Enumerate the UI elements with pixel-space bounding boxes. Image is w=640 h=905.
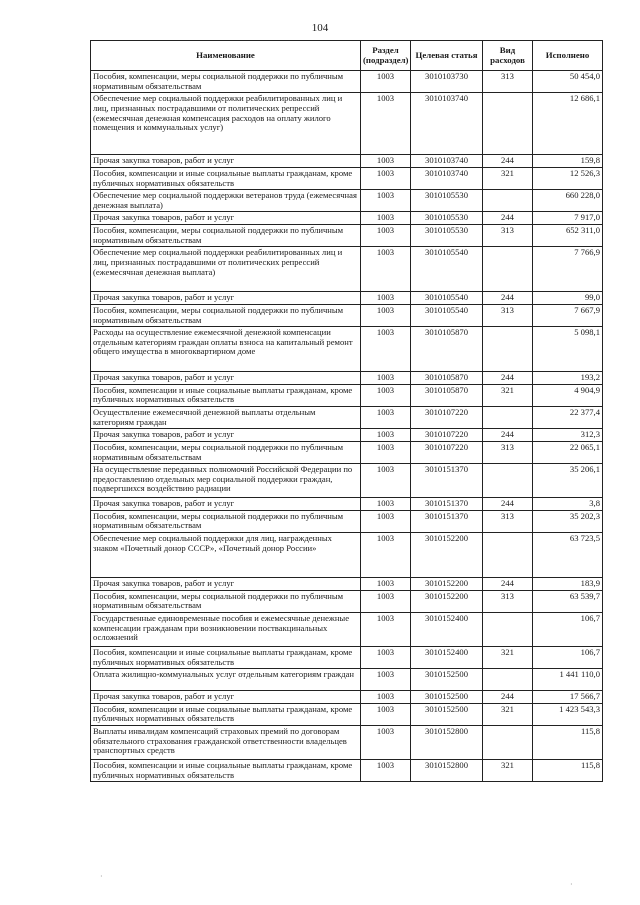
table-row <box>91 498 603 511</box>
cell-name: Пособия, компенсации, меры социальной поддержки по публичным нормативным обязательствам <box>91 590 361 612</box>
cell-name: Расходы на осуществление ежемесячной денежной компенсации отдельным категориям граждан оплаты взноса на капитальный ремонт общего имущества в многоквартирном доме <box>91 327 361 372</box>
cell-expense-type: 313 <box>483 304 533 326</box>
cell-name: Прочая закупка товаров, работ и услуг <box>91 155 361 168</box>
cell-executed: 115,8 <box>533 760 603 782</box>
header-name: Наименование <box>91 41 361 71</box>
header-executed: Исполнено <box>533 41 603 71</box>
cell-executed: 106,7 <box>533 612 603 646</box>
cell-name: Пособия, компенсации и иные социальные выплаты гражданам, кроме публичных нормативных обязательств <box>91 384 361 406</box>
cell-expense-type <box>483 669 533 691</box>
cell-executed: 312,3 <box>533 429 603 442</box>
cell-executed: 35 202,3 <box>533 510 603 532</box>
cell-section: 1003 <box>361 760 411 782</box>
cell-article: 3010105540 <box>411 304 483 326</box>
table-row <box>91 612 603 646</box>
cell-article: 3010151370 <box>411 510 483 532</box>
table-row <box>91 464 603 498</box>
cell-name: Государственные единовременные пособия и ежемесячные денежные компенсации гражданам при возникновении поствакцинальных осложнений <box>91 612 361 646</box>
cell-article: 3010152400 <box>411 646 483 668</box>
cell-executed: 63 723,5 <box>533 533 603 578</box>
cell-executed: 1 441 110,0 <box>533 669 603 691</box>
cell-name: Пособия, компенсации и иные социальные выплаты гражданам, кроме публичных нормативных обязательств <box>91 646 361 668</box>
cell-name: Оплата жилищно-коммунальных услуг отдельным категориям граждан <box>91 669 361 691</box>
cell-expense-type: 313 <box>483 225 533 247</box>
cell-expense-type <box>483 464 533 498</box>
cell-executed: 159,8 <box>533 155 603 168</box>
header-article: Целевая статья <box>411 41 483 71</box>
table-row <box>91 646 603 668</box>
cell-name: Прочая закупка товаров, работ и услуг <box>91 498 361 511</box>
cell-expense-type <box>483 247 533 292</box>
cell-name: Пособия, компенсации и иные социальные выплаты гражданам, кроме публичных нормативных обязательств <box>91 703 361 725</box>
cell-article: 3010151370 <box>411 498 483 511</box>
cell-name: Прочая закупка товаров, работ и услуг <box>91 691 361 704</box>
cell-name: Прочая закупка товаров, работ и услуг <box>91 429 361 442</box>
table-row <box>91 71 603 93</box>
cell-expense-type: 244 <box>483 212 533 225</box>
cell-name: Пособия, компенсации, меры социальной поддержки по публичным нормативным обязательствам <box>91 71 361 93</box>
cell-name: Пособия, компенсации и иные социальные выплаты гражданам, кроме публичных нормативных обязательств <box>91 760 361 782</box>
cell-section: 1003 <box>361 212 411 225</box>
cell-name: Обеспечение мер социальной поддержки реабилитированных лиц и лиц, признанных пострадавшими от политических репрессий (ежемесячная денежная компенсация расходов на оплату жилого помещения и коммунальных услуг) <box>91 93 361 155</box>
cell-executed: 12 526,3 <box>533 167 603 189</box>
cell-executed: 17 566,7 <box>533 691 603 704</box>
cell-name: Осуществление ежемесячной денежной выплаты отдельным категориям граждан <box>91 407 361 429</box>
cell-expense-type: 244 <box>483 372 533 385</box>
cell-executed: 22 065,1 <box>533 441 603 463</box>
table-row <box>91 578 603 591</box>
cell-name: Обеспечение мер социальной поддержки реабилитированных лиц и лиц, признанных пострадавшими от политических репрессий (ежемесячная денежная выплата) <box>91 247 361 292</box>
cell-expense-type: 244 <box>483 429 533 442</box>
cell-section: 1003 <box>361 703 411 725</box>
cell-section: 1003 <box>361 190 411 212</box>
cell-section: 1003 <box>361 612 411 646</box>
table-row <box>91 669 603 691</box>
cell-expense-type: 244 <box>483 498 533 511</box>
table-row <box>91 93 603 155</box>
header-section: Раздел (подраздел) <box>361 41 411 71</box>
table-row <box>91 190 603 212</box>
cell-section: 1003 <box>361 93 411 155</box>
cell-section: 1003 <box>361 578 411 591</box>
cell-expense-type: 244 <box>483 155 533 168</box>
cell-name: Прочая закупка товаров, работ и услуг <box>91 212 361 225</box>
cell-section: 1003 <box>361 327 411 372</box>
cell-article: 3010105530 <box>411 190 483 212</box>
cell-section: 1003 <box>361 429 411 442</box>
cell-name: Пособия, компенсации и иные социальные выплаты гражданам, кроме публичных нормативных обязательств <box>91 167 361 189</box>
cell-executed: 22 377,4 <box>533 407 603 429</box>
cell-section: 1003 <box>361 304 411 326</box>
cell-name: Прочая закупка товаров, работ и услуг <box>91 578 361 591</box>
cell-section: 1003 <box>361 372 411 385</box>
cell-section: 1003 <box>361 247 411 292</box>
cell-expense-type <box>483 726 533 760</box>
cell-expense-type: 244 <box>483 691 533 704</box>
cell-article: 3010103740 <box>411 93 483 155</box>
cell-section: 1003 <box>361 292 411 305</box>
cell-article: 3010152500 <box>411 691 483 704</box>
cell-article: 3010103730 <box>411 71 483 93</box>
cell-article: 3010105540 <box>411 292 483 305</box>
table-row <box>91 372 603 385</box>
cell-executed: 106,7 <box>533 646 603 668</box>
table-row <box>91 247 603 292</box>
cell-expense-type: 321 <box>483 703 533 725</box>
cell-section: 1003 <box>361 646 411 668</box>
scan-mark: · <box>100 872 103 881</box>
cell-expense-type <box>483 190 533 212</box>
cell-expense-type: 321 <box>483 384 533 406</box>
cell-name: Прочая закупка товаров, работ и услуг <box>91 292 361 305</box>
cell-executed: 50 454,0 <box>533 71 603 93</box>
cell-article: 3010105540 <box>411 247 483 292</box>
cell-article: 3010151370 <box>411 464 483 498</box>
cell-executed: 7 917,0 <box>533 212 603 225</box>
table-row <box>91 225 603 247</box>
cell-name: Пособия, компенсации, меры социальной поддержки по публичным нормативным обязательствам <box>91 225 361 247</box>
table-row <box>91 441 603 463</box>
cell-article: 3010152200 <box>411 590 483 612</box>
table-row <box>91 726 603 760</box>
cell-section: 1003 <box>361 225 411 247</box>
cell-article: 3010105870 <box>411 384 483 406</box>
cell-article: 3010107220 <box>411 441 483 463</box>
cell-executed: 7 766,9 <box>533 247 603 292</box>
cell-name: Выплаты инвалидам компенсаций страховых премий по договорам обязательного страхования гражданской ответственности владельцев транспортных средств <box>91 726 361 760</box>
cell-name: Обеспечение мер социальной поддержки ветеранов труда (ежемесячная денежная выплата) <box>91 190 361 212</box>
table-row <box>91 304 603 326</box>
cell-expense-type: 313 <box>483 510 533 532</box>
cell-section: 1003 <box>361 384 411 406</box>
table-row <box>91 327 603 372</box>
cell-section: 1003 <box>361 464 411 498</box>
cell-name: Обеспечение мер социальной поддержки для лиц, награжденных знаком «Почетный донор СССР», «Почетный донор России» <box>91 533 361 578</box>
cell-section: 1003 <box>361 533 411 578</box>
cell-expense-type: 321 <box>483 760 533 782</box>
table-row <box>91 384 603 406</box>
table-header-row <box>91 41 603 71</box>
table-row <box>91 407 603 429</box>
cell-section: 1003 <box>361 498 411 511</box>
budget-execution-table <box>90 40 603 782</box>
cell-executed: 4 904,9 <box>533 384 603 406</box>
cell-name: На осуществление переданных полномочий Российской Федерации по предоставлению отдельных мер социальной поддержки граждан, подвергшихся воздействию радиации <box>91 464 361 498</box>
cell-executed: 183,9 <box>533 578 603 591</box>
cell-name: Пособия, компенсации, меры социальной поддержки по публичным нормативным обязательствам <box>91 510 361 532</box>
table-row <box>91 703 603 725</box>
table-row <box>91 510 603 532</box>
cell-expense-type <box>483 327 533 372</box>
table-row <box>91 292 603 305</box>
cell-executed: 99,0 <box>533 292 603 305</box>
cell-article: 3010152500 <box>411 669 483 691</box>
cell-article: 3010103740 <box>411 167 483 189</box>
table-row <box>91 212 603 225</box>
cell-section: 1003 <box>361 155 411 168</box>
page-number: 104 <box>311 22 329 34</box>
cell-name: Пособия, компенсации, меры социальной поддержки по публичным нормативным обязательствам <box>91 441 361 463</box>
cell-executed: 193,2 <box>533 372 603 385</box>
table-row <box>91 533 603 578</box>
cell-article: 3010152200 <box>411 533 483 578</box>
table-row <box>91 691 603 704</box>
cell-executed: 5 098,1 <box>533 327 603 372</box>
cell-section: 1003 <box>361 407 411 429</box>
cell-executed: 115,8 <box>533 726 603 760</box>
scan-mark: · <box>570 880 573 889</box>
cell-expense-type: 313 <box>483 71 533 93</box>
table-body <box>91 71 603 782</box>
cell-article: 3010105870 <box>411 327 483 372</box>
cell-expense-type: 313 <box>483 590 533 612</box>
cell-executed: 660 228,0 <box>533 190 603 212</box>
table-row <box>91 167 603 189</box>
cell-expense-type <box>483 533 533 578</box>
cell-article: 3010107220 <box>411 429 483 442</box>
cell-article: 3010152800 <box>411 760 483 782</box>
cell-article: 3010107220 <box>411 407 483 429</box>
cell-executed: 3,8 <box>533 498 603 511</box>
cell-executed: 7 667,9 <box>533 304 603 326</box>
cell-expense-type: 321 <box>483 646 533 668</box>
cell-section: 1003 <box>361 691 411 704</box>
cell-expense-type: 321 <box>483 167 533 189</box>
table-row <box>91 155 603 168</box>
cell-section: 1003 <box>361 71 411 93</box>
cell-name: Прочая закупка товаров, работ и услуг <box>91 372 361 385</box>
cell-article: 3010103740 <box>411 155 483 168</box>
cell-executed: 1 423 543,3 <box>533 703 603 725</box>
cell-article: 3010152800 <box>411 726 483 760</box>
cell-expense-type: 313 <box>483 441 533 463</box>
cell-expense-type: 244 <box>483 578 533 591</box>
cell-article: 3010105530 <box>411 225 483 247</box>
cell-expense-type <box>483 407 533 429</box>
table-row <box>91 429 603 442</box>
cell-executed: 12 686,1 <box>533 93 603 155</box>
cell-section: 1003 <box>361 590 411 612</box>
table-row <box>91 760 603 782</box>
cell-article: 3010105530 <box>411 212 483 225</box>
cell-article: 3010152200 <box>411 578 483 591</box>
cell-section: 1003 <box>361 726 411 760</box>
cell-section: 1003 <box>361 167 411 189</box>
cell-executed: 63 539,7 <box>533 590 603 612</box>
cell-name: Пособия, компенсации, меры социальной поддержки по публичным нормативным обязательствам <box>91 304 361 326</box>
cell-article: 3010105870 <box>411 372 483 385</box>
cell-section: 1003 <box>361 510 411 532</box>
cell-executed: 652 311,0 <box>533 225 603 247</box>
cell-expense-type <box>483 93 533 155</box>
cell-expense-type <box>483 612 533 646</box>
cell-section: 1003 <box>361 669 411 691</box>
header-expense-type: Вид расходов <box>483 41 533 71</box>
table-row <box>91 590 603 612</box>
cell-article: 3010152500 <box>411 703 483 725</box>
cell-section: 1003 <box>361 441 411 463</box>
cell-executed: 35 206,1 <box>533 464 603 498</box>
cell-expense-type: 244 <box>483 292 533 305</box>
cell-article: 3010152400 <box>411 612 483 646</box>
